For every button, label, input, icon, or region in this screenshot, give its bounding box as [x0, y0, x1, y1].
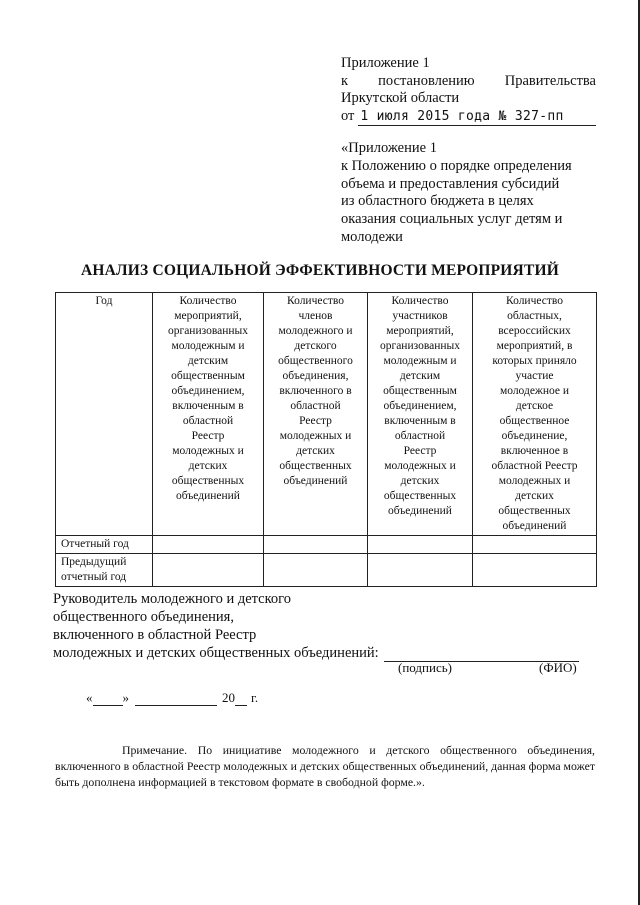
- cell-text-line: общественных: [171, 475, 245, 487]
- cell-text-line: общественных: [383, 490, 457, 502]
- appendix-resolution: постановлению: [378, 72, 475, 89]
- cell-text-line: участие: [515, 370, 554, 382]
- cell-text-line: включенного в: [279, 385, 352, 397]
- cell-text-line: всероссийских: [498, 325, 571, 337]
- cell-text-line: молодежным и: [171, 340, 245, 352]
- cell-text-line: детское: [515, 400, 554, 412]
- row-label-reporting-year: [56, 536, 153, 554]
- cell-text-line: включенное в: [500, 445, 569, 457]
- appendix-line4: [341, 108, 596, 126]
- cell-text-line: Реестр: [191, 430, 225, 442]
- cell-text-line: Реестр: [299, 415, 332, 427]
- appendix2-line4: из областного бюджета в целях: [341, 193, 534, 210]
- cell-text-line: объединением,: [383, 400, 457, 412]
- day-field[interactable]: [93, 693, 123, 706]
- cell-text-line: молодежного и: [278, 325, 353, 337]
- appendix2-header: [341, 140, 601, 247]
- cell-text-line: Год: [95, 295, 113, 307]
- table-header-row: [56, 293, 597, 536]
- appendix2-line3: объема и предоставления субсидий: [341, 175, 560, 192]
- cell-text-line: общественного: [278, 355, 353, 367]
- cell-text-line: детских: [188, 460, 228, 472]
- cell-text-line: объединением,: [171, 385, 245, 397]
- table-cell[interactable]: [153, 554, 264, 587]
- cell-text-line: общественных: [498, 505, 571, 517]
- date-blank: [86, 690, 258, 706]
- appendix-government: Правительства: [504, 72, 596, 89]
- header-regional-lines: [476, 294, 593, 534]
- cell-text-line: молодежное и: [499, 385, 570, 397]
- cell-text-line: мероприятий, в: [496, 340, 573, 352]
- cell-text-line: которых приняло: [492, 355, 577, 367]
- appendix2-line1: «Приложение 1: [341, 140, 437, 156]
- cell-text-line: Реестр: [403, 445, 437, 457]
- cell-text-line: организованных: [379, 340, 461, 352]
- signature-line4: [53, 644, 579, 662]
- cell-text-line: объединений: [388, 505, 452, 517]
- header-members-count: [264, 293, 368, 536]
- header-year-lines: [59, 294, 149, 309]
- appendix2-line5: оказания социальных услуг детям и: [341, 211, 563, 228]
- cell-text-line: объединений: [283, 475, 348, 487]
- cell-text-line: детским: [399, 370, 441, 382]
- cell-text-line: организованных: [167, 325, 249, 337]
- table-row: [56, 536, 597, 554]
- table-cell[interactable]: [264, 554, 368, 587]
- appendix2-line6: молодежи: [341, 228, 403, 245]
- appendix-line2: [341, 73, 596, 91]
- appendix2-line2: к Положению о порядке определения: [341, 157, 572, 174]
- table-cell[interactable]: [264, 536, 368, 554]
- cell-text-line: объединение,: [501, 430, 568, 442]
- appendix-from: от: [341, 108, 355, 124]
- year-suffix: г.: [251, 690, 259, 705]
- date-close-quote: »: [122, 690, 129, 705]
- header-participants-count: [368, 293, 473, 536]
- cell-text-line: молодежных и: [172, 445, 244, 457]
- cell-text-line: мероприятий,: [386, 325, 454, 337]
- appendix-line1: Приложение 1: [341, 55, 430, 71]
- cell-text-line: общественное: [499, 415, 570, 427]
- header-participants-lines: [371, 294, 469, 519]
- year-field[interactable]: [235, 693, 247, 706]
- cell-text-line: детским: [187, 355, 229, 367]
- cell-text-line: объединений: [176, 490, 240, 502]
- cell-text-line: Количество: [506, 295, 563, 307]
- row-label-lines: [61, 537, 149, 552]
- cell-text-line: детских: [296, 445, 335, 457]
- signature-line2: общественного объединения,: [53, 609, 234, 625]
- cell-text-line: общественным: [383, 385, 457, 397]
- cell-text-line: общественным: [171, 370, 245, 382]
- year-prefix: 20: [222, 690, 235, 705]
- cell-text-line: членов: [298, 310, 333, 322]
- cell-text-line: областных,: [507, 310, 562, 322]
- cell-text-line: Предыдущий: [61, 556, 127, 568]
- cell-text-line: областной: [394, 430, 446, 442]
- resolution-date-number: 1 июля 2015 года № 327-пп: [358, 108, 596, 126]
- cell-text-line: отчетный год: [61, 571, 127, 583]
- header-regional-events-count: [473, 293, 597, 536]
- cell-text-line: мероприятий,: [174, 310, 242, 322]
- appendix-k: к: [341, 72, 349, 89]
- cell-text-line: объединения,: [282, 370, 349, 382]
- header-members-lines: [267, 294, 364, 489]
- cell-text-line: Отчетный год: [61, 538, 129, 550]
- row-label-previous-year: [56, 554, 153, 587]
- cell-text-line: областной: [182, 415, 234, 427]
- cell-text-line: молодежных и: [279, 430, 352, 442]
- caption-fullname: (ФИО): [539, 660, 577, 675]
- cell-text-line: областной: [290, 400, 341, 412]
- header-events-count: [153, 293, 264, 536]
- header-year: [56, 293, 153, 536]
- table-cell[interactable]: [473, 554, 597, 587]
- caption-signature: (подпись): [398, 660, 452, 675]
- appendix-line3: Иркутской области: [341, 90, 460, 106]
- cell-text-line: областной Реестр: [491, 460, 578, 472]
- cell-text-line: общественных: [279, 460, 352, 472]
- header-events-lines: [156, 294, 260, 504]
- cell-text-line: включенным в: [172, 400, 244, 412]
- cell-text-line: детских: [400, 475, 440, 487]
- cell-text-line: участников: [392, 310, 448, 322]
- table-cell[interactable]: [368, 536, 473, 554]
- table-cell[interactable]: [153, 536, 264, 554]
- cell-text-line: детского: [294, 340, 337, 352]
- efficiency-table: [55, 292, 597, 587]
- appendix-header: [341, 55, 596, 126]
- note-paragraph: Примечание. По инициативе молодежного и детского общественного объединения, включенного в областной Реестр молодежных и детских общественных объединений, данная форма может быть дополнена информацией в текстовом формате в свободной форме.».: [55, 743, 595, 789]
- cell-text-line: молодежным и: [383, 355, 457, 367]
- table-row: [56, 554, 597, 587]
- month-field[interactable]: [135, 693, 217, 706]
- cell-text-line: Количество: [179, 295, 237, 307]
- cell-text-line: включенным в: [384, 415, 456, 427]
- cell-text-line: молодежных и: [498, 475, 571, 487]
- signature-line4-text: молодежных и детских общественных объединений:: [53, 645, 379, 661]
- table-cell[interactable]: [473, 536, 597, 554]
- cell-text-line: Количество: [391, 295, 449, 307]
- document-title: АНАЛИЗ СОЦИАЛЬНОЙ ЭФФЕКТИВНОСТИ МЕРОПРИЯТИЙ: [80, 262, 560, 279]
- row-label-lines: [61, 555, 149, 585]
- signature-line1: Руководитель молодежного и детского: [53, 591, 291, 607]
- cell-text-line: объединений: [502, 520, 567, 532]
- cell-text-line: Количество: [287, 295, 344, 307]
- date-open-quote: «: [86, 690, 93, 705]
- table-cell[interactable]: [368, 554, 473, 587]
- signature-block: [53, 590, 579, 662]
- cell-text-line: детских: [515, 490, 554, 502]
- cell-text-line: молодежных и: [384, 460, 456, 472]
- signature-line3: включенного в областной Реестр: [53, 627, 257, 643]
